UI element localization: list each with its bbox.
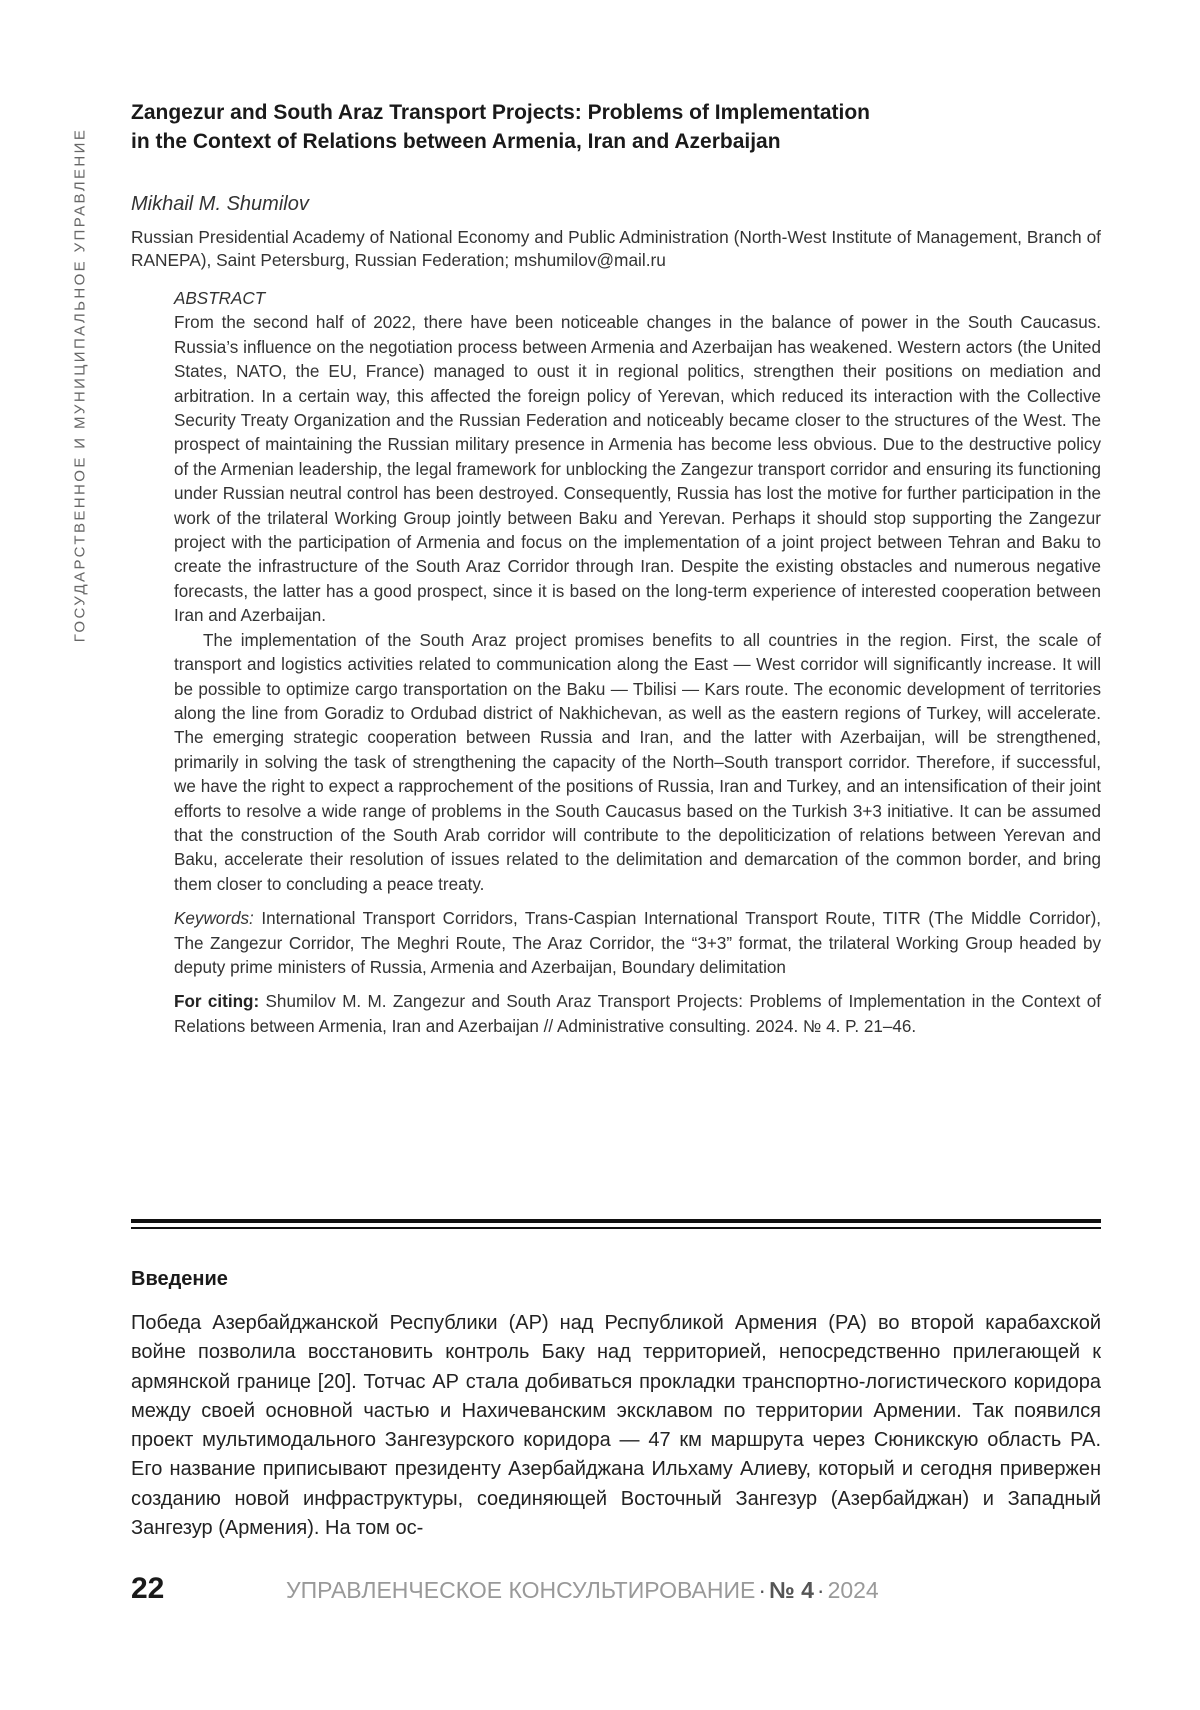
citation-label: For citing: (174, 992, 260, 1012)
footer-separator-2: · (816, 1577, 825, 1603)
author-affiliation: Russian Presidential Academy of National Economy and Public Administration (North-West Institute of Management, Branch of RANEPA), Saint Petersburg, Russian Federation; mshumilov@mail.ru (131, 227, 1101, 270)
section-divider-thick (131, 1219, 1101, 1223)
journal-footer (286, 1577, 879, 1604)
publication-year: 2024 (827, 1577, 879, 1603)
abstract-heading: ABSTRACT (174, 289, 266, 308)
article-title (131, 98, 1031, 156)
keywords-label: Keywords: (174, 909, 254, 929)
citation-text: Shumilov M. M. Zangezur and South Araz Transport Projects: Problems of Implementation in the Context of Relations between Armenia, Iran and Azerbaijan // Administrative consulting. 2024. № 4. P. 21–46. (174, 992, 1102, 1036)
footer-separator-1: · (758, 1577, 767, 1603)
abstract-block (174, 287, 1101, 1039)
author-name: Mikhail M. Shumilov (131, 193, 309, 215)
introduction-text: Победа Азербайджанской Республики (АР) над Республикой Армения (РА) во второй карабахской войне позволила восстановить контроль Баку над территорией, непосредственно прилегающей к армянской границе [20]. Тотчас АР стала добиваться прокладки транспортно-логистического коридора между своей основной частью и Нахичеванским эксклавом по территории Армении. Так появился проект мультимодального Зангезурского коридора — 47 км маршрута через Сюникскую область РА. Его название приписывают президенту Азербайджана Ильхаму Алиеву, который и сегодня привержен созданию новой инфраструктуры, соединяющей Восточный Зангезур (Азербайджан) и Западный Зангезур (Армения). На том ос- (131, 1312, 1101, 1540)
section-divider-thin (131, 1227, 1101, 1229)
issue-number: № 4 (769, 1577, 814, 1603)
article-title-line-2: in the Context of Relations between Armenia, Iran and Azerbaijan (131, 130, 781, 153)
journal-section-label: ГОСУДАРСТВЕННОЕ И МУНИЦИПАЛЬНОЕ УПРАВЛЕНИЕ (71, 127, 89, 643)
abstract-paragraph-1: From the second half of 2022, there have been noticeable changes in the balance of power in the South Caucasus. Russia’s influence on the negotiation process between Armenia and Azerbaijan has weakened. Western actors (the United States, NATO, the EU, France) managed to oust it in regional politics, strengthen their positions on mediation and arbitration. In a certain way, this affected the foreign policy of Yerevan, which reduced its interaction with the Collective Security Treaty Organization and the Russian Federation and noticeably became closer to the structures of the West. The prospect of maintaining the Russian military presence in Armenia has become less obvious. Due to the destructive policy of the Armenian leadership, the legal framework for unblocking the Zangezur transport corridor and ensuring its functioning under Russian neutral control has been destroyed. Consequently, Russia has lost the motive for further participation in the work of the trilateral Working Group jointly between Baku and Yerevan. Perhaps it should stop supporting the Zangezur project with the participation of Armenia and focus on the implementation of a joint project between Tehran and Baku to create the infrastructure of the South Araz Corridor through Iran. Despite the existing obstacles and numerous negative forecasts, the latter has a good prospect, since it is based on the long-term experience of interested cooperation between Iran and Azerbaijan. (174, 313, 1101, 626)
keywords-text: International Transport Corridors, Trans-Caspian International Transport Route, TITR (The Middle Corridor), The Zangezur Corridor, The Meghri Route, The Araz Corridor, the “3+3” format, the trilateral Working Group headed by deputy prime ministers of Russia, Armenia and Azerbaijan, Boundary delimitation (174, 909, 1102, 977)
keywords (174, 907, 1101, 980)
introduction-heading: Введение (131, 1268, 228, 1290)
abstract-paragraph-2: The implementation of the South Araz project promises benefits to all countries in the region. First, the scale of transport and logistics activities related to communication along the East — West corridor will significantly increase. It will be possible to optimize cargo transportation on the Baku — Tbilisi — Kars route. The economic development of territories along the line from Goradiz to Ordubad district of Nakhichevan, as well as the eastern regions of Turkey, will accelerate. The emerging strategic cooperation between Russia and Iran, and the latter with Azerbaijan, will be strengthened, primarily in solving the task of strengthening the capacity of the North–South transport corridor. Therefore, if successful, we have the right to expect a rapprochement of the positions of Russia, Iran and Turkey, and an intensification of their joint efforts to resolve a wide range of problems in the South Caucasus based on the Turkish 3+3 initiative. It can be assumed that the construction of the South Arab corridor will contribute to the depoliticization of relations between Yerevan and Baku, accelerate their resolution of issues related to the delimitation and demarcation of the common border, and bring them closer to concluding a peace treaty. (174, 630, 1101, 894)
journal-name: УПРАВЛЕНЧЕСКОЕ КОНСУЛЬТИРОВАНИЕ (286, 1577, 756, 1603)
citation (174, 990, 1101, 1039)
article-title-line-1: Zangezur and South Araz Transport Projects: Problems of Implementation (131, 101, 870, 124)
page-number: 22 (131, 1572, 165, 1605)
